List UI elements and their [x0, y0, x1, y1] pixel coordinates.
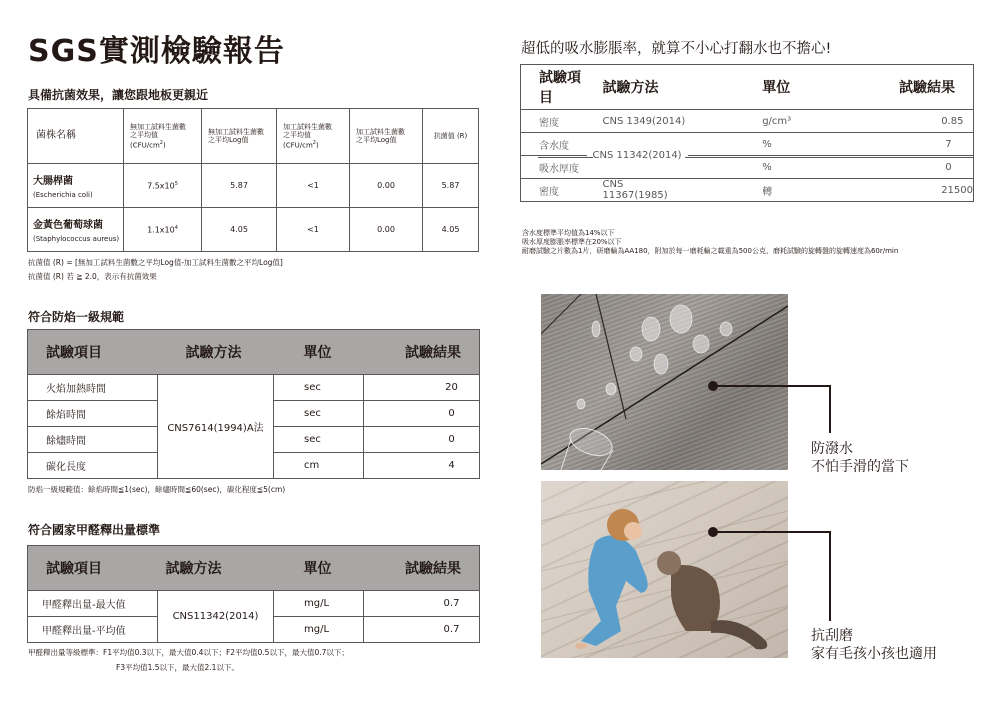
item-cell: 碳化長度 — [28, 453, 158, 479]
header-method: 試驗方法 — [158, 330, 274, 375]
floor-illustration — [541, 294, 788, 470]
water-table — [520, 64, 974, 202]
note-line: 吸水厚度膨脹率標準在20%以下 — [522, 238, 622, 246]
unit-cell: g/cm³ — [688, 110, 791, 133]
result-cell: 0 — [364, 427, 480, 453]
unit-cell: mg/L — [274, 591, 364, 617]
exponent: 5 — [174, 180, 178, 187]
note-line: 抗菌值 (R) = [無加工試料生菌數之平均Log值-加工試料生菌數之平均Log值] — [28, 258, 283, 267]
note-line: 耐磨試驗之片數為1片，研磨輪為AA180，附加於每一磨耗輪之載重為500公克，磨耗試驗的旋轉盤的旋轉速度為60r/min — [522, 247, 899, 255]
header-text: 之平均值 — [130, 131, 158, 140]
shared-method-text: CNS 11342(2014) — [593, 150, 685, 161]
superscript: 2 — [312, 139, 316, 146]
water-drop — [592, 321, 600, 337]
result-cell: 0 — [791, 156, 973, 179]
r-value-cell: 5.87 — [423, 164, 479, 208]
header-r-value: 抗菌值 (R) — [423, 109, 479, 164]
table-row — [28, 164, 479, 208]
item-cell: 餘焰時間 — [28, 401, 158, 427]
water-notes — [522, 229, 898, 256]
untreated-avg-cell — [124, 208, 202, 252]
unit-cell: % — [688, 156, 791, 179]
header-method: 試驗方法 — [587, 65, 689, 110]
item-cell: 密度 — [539, 186, 559, 198]
item-cell: 吸水厚度 — [521, 156, 587, 179]
antibacterial-table — [27, 108, 479, 252]
header-text: (CFU/cm — [283, 140, 313, 149]
result-cell: 21500 — [941, 184, 973, 196]
water-drop — [630, 347, 642, 361]
table-row — [28, 591, 480, 617]
unit-cell: sec — [274, 401, 364, 427]
strain-name-cell — [28, 164, 124, 208]
formaldehyde-note-2: F3平均值1.5以下，最大值2.1以下。 — [116, 663, 239, 672]
item-cell: 餘燼時間 — [28, 427, 158, 453]
callout-line — [713, 531, 830, 533]
water-drop — [720, 322, 732, 336]
result-cell: 0 — [364, 401, 480, 427]
method-cell: CNS 11367(1985) — [602, 179, 668, 201]
cat — [657, 551, 767, 649]
table-row — [521, 110, 974, 133]
feature-subtitle: 家有毛孩小孩也適用 — [811, 646, 937, 662]
strain-name-en: (Escherichia coli) — [33, 191, 93, 199]
page-title: SGS實測檢驗報告 — [28, 34, 285, 69]
shared-method-cell — [587, 133, 689, 179]
header-treated-log — [350, 109, 423, 164]
cat-tail — [711, 620, 767, 649]
result-cell: 4 — [364, 453, 480, 479]
header-text: 無加工試料生菌數 — [208, 127, 264, 136]
treated-log-cell: 0.00 — [350, 164, 423, 208]
unit-cell: cm — [274, 453, 364, 479]
note-line: 抗菌值 (R) 若 ≧ 2.0，表示有抗菌效果 — [28, 272, 157, 281]
untreated-log-cell: 4.05 — [202, 208, 277, 252]
header-result: 試驗結果 — [364, 546, 480, 591]
header-unit: 單位 — [688, 65, 791, 110]
unit-cell: sec — [274, 427, 364, 453]
item-cell: 含水度 — [521, 133, 587, 156]
item-cell: 甲醛釋出量-平均值 — [28, 617, 158, 643]
header-untreated-avg — [124, 109, 202, 164]
header-treated-avg — [277, 109, 350, 164]
table-row — [521, 179, 974, 202]
water-drop — [670, 305, 692, 333]
water-drop — [642, 317, 660, 341]
table-header-row — [28, 546, 480, 591]
feature-callout-waterproof — [811, 440, 909, 476]
feature-subtitle: 不怕手滑的當下 — [811, 459, 909, 475]
feature-title: 抗刮磨 — [811, 628, 853, 644]
header-text: 加工試料生菌數 — [356, 127, 405, 136]
method-cell: CNS11342(2014) — [158, 591, 274, 643]
flame-table — [27, 329, 480, 479]
water-drop — [577, 399, 585, 409]
superscript: 2 — [159, 139, 163, 146]
antibacterial-notes — [28, 256, 283, 284]
baby-face — [624, 522, 642, 540]
header-unit: 單位 — [274, 330, 364, 375]
item-cell: 火焰加熱時間 — [28, 375, 158, 401]
strain-name-en: (Staphylococcus aureus) — [33, 235, 120, 243]
header-method: 試驗方法 — [158, 546, 274, 591]
strain-name-zh: 大腸桿菌 — [33, 176, 73, 187]
header-unit: 單位 — [274, 546, 364, 591]
header-text: ) — [162, 140, 166, 149]
value-text: 7.5x10 — [147, 181, 175, 191]
untreated-log-cell: 5.87 — [202, 164, 277, 208]
baby-cat-illustration — [541, 481, 788, 658]
result-cell: 0.7 — [364, 617, 480, 643]
value-text: 1.1x10 — [147, 225, 175, 235]
formaldehyde-heading: 符合國家甲醛釋出量標準 — [28, 523, 161, 537]
water-drop — [606, 383, 616, 395]
item-cell: 密度 — [521, 110, 587, 133]
strain-name-cell — [28, 208, 124, 252]
header-text: 之平均Log值 — [356, 136, 397, 144]
feature-title: 防潑水 — [811, 441, 853, 457]
method-cell: CNS7614(1994)A法 — [158, 375, 274, 479]
unit-cell: mg/L — [274, 617, 364, 643]
table-header-row — [28, 330, 480, 375]
flame-heading: 符合防焰一級規範 — [28, 310, 125, 324]
wet-wood-floor-photo — [541, 294, 788, 470]
glass-rim — [566, 423, 616, 461]
header-text: 加工試料生菌數 — [283, 122, 332, 131]
header-item: 試驗項目 — [28, 330, 158, 375]
table-header-row — [521, 65, 974, 110]
baby-onesie — [581, 535, 648, 646]
formaldehyde-note-1: 甲醛釋出量等級標準：F1平均值0.3以下，最大值0.4以下；F2平均值0.5以下，最大值0.7以下； — [28, 648, 349, 657]
plank-line — [541, 481, 788, 521]
header-item: 試驗項目 — [521, 65, 587, 110]
baby-and-cat-photo — [541, 481, 788, 658]
exponent: 4 — [174, 224, 178, 231]
water-heading: 超低的吸水膨脹率，就算不小心打翻水也不擔心! — [521, 41, 832, 57]
result-cell: 20 — [364, 375, 480, 401]
header-text: ) — [315, 140, 319, 149]
formaldehyde-table — [27, 545, 480, 643]
item-cell: 甲醛釋出量-最大值 — [28, 591, 158, 617]
table-header-row — [28, 109, 479, 164]
antibacterial-heading: 具備抗菌效果，讓您跟地板更親近 — [28, 88, 209, 102]
result-cell: 0.7 — [364, 591, 480, 617]
method-cell: CNS 1349(2014) — [587, 110, 689, 133]
header-text: 無加工試料生菌數 — [130, 122, 186, 131]
header-untreated-log — [202, 109, 277, 164]
treated-avg-cell: <1 — [277, 208, 350, 252]
baby-foot — [575, 643, 587, 649]
header-item: 試驗項目 — [28, 546, 158, 591]
cat-head — [657, 551, 681, 575]
header-result: 試驗結果 — [364, 330, 480, 375]
untreated-avg-cell — [124, 164, 202, 208]
water-drop — [693, 335, 709, 353]
table-row — [28, 375, 480, 401]
baby — [575, 509, 648, 649]
plank-seam — [541, 294, 581, 334]
callout-line — [829, 385, 831, 433]
water-drop — [654, 354, 668, 374]
strain-name-zh: 金黃色葡萄球菌 — [33, 220, 103, 231]
plank-seam — [596, 294, 626, 419]
unit-cell: % — [688, 133, 791, 156]
header-result: 試驗結果 — [791, 65, 973, 110]
r-value-cell: 4.05 — [423, 208, 479, 252]
header-text: 之平均值 — [283, 131, 311, 140]
callout-line — [829, 531, 831, 621]
callout-line — [713, 385, 830, 387]
unit-cell: 轉 — [762, 186, 773, 198]
result-cell: 0.85 — [791, 110, 973, 133]
note-line: 含水度標準平均值為14%以下 — [522, 229, 615, 237]
header-text: 之平均Log值 — [208, 136, 249, 144]
treated-log-cell: 0.00 — [350, 208, 423, 252]
header-strain-name: 菌株名稱 — [28, 109, 124, 164]
table-row — [521, 133, 974, 156]
table-row — [28, 208, 479, 252]
feature-callout-scratch — [811, 627, 937, 663]
unit-cell: sec — [274, 375, 364, 401]
result-cell: 7 — [791, 133, 973, 156]
treated-avg-cell: <1 — [277, 164, 350, 208]
flame-note: 防焰一級規範值：餘焰時間≦1(sec)，餘燼時間≦60(sec)，碳化程度≦5(cm) — [28, 485, 286, 494]
header-text: (CFU/cm — [130, 140, 160, 149]
